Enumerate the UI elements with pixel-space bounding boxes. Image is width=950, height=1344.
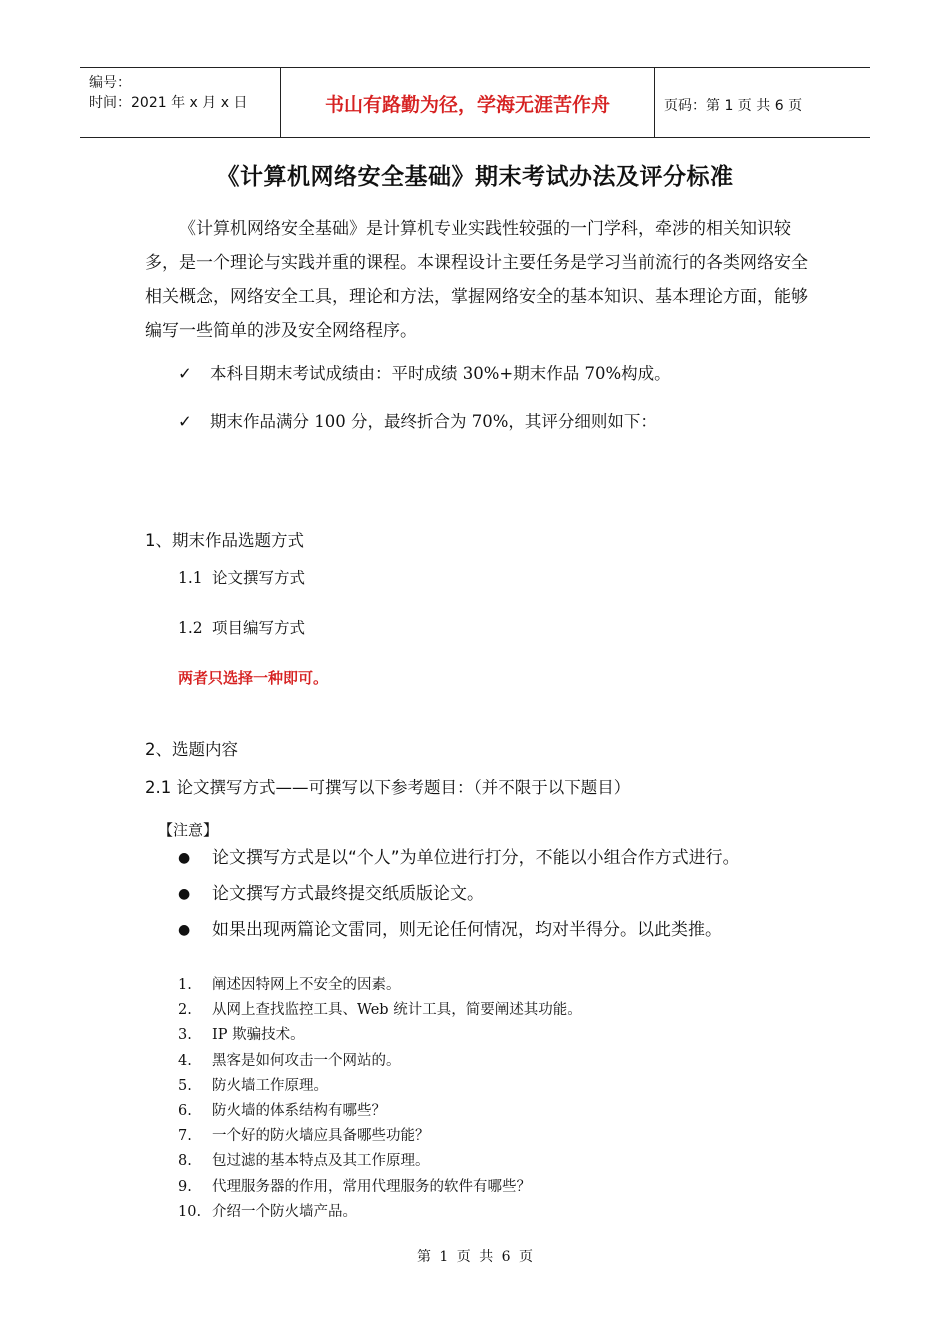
topic-list xyxy=(178,973,582,1225)
header-info-cell xyxy=(80,68,281,137)
document-title: 《计算机网络安全基础》期末考试办法及评分标准 xyxy=(216,164,734,190)
document-number-label: 编号： xyxy=(89,75,131,91)
list-item: 10. 介绍一个防火墙产品。 xyxy=(178,1203,357,1220)
note-bullet: ● 如果出现两篇论文雷同，则无论任何情况，均对半得分。以此类推。 xyxy=(178,920,722,940)
note-bullet: ● 论文撰写方式最终提交纸质版论文。 xyxy=(178,884,484,904)
check-item xyxy=(178,408,657,432)
section-1-item: 1.2 项目编写方式 xyxy=(178,619,306,637)
header-page-cell xyxy=(655,68,870,137)
bullet-icon: ● xyxy=(178,886,191,902)
bullet-icon: ● xyxy=(178,922,191,938)
check-text: 本科目期末考试成绩由：平时成绩 30%+期末作品 70%构成。 xyxy=(210,364,671,383)
checkmark-icon: ✓ xyxy=(178,412,192,431)
list-item: 5. 防火墙工作原理。 xyxy=(178,1077,328,1094)
check-text: 期末作品满分 100 分，最终折合为 70%，其评分细则如下： xyxy=(210,412,657,431)
list-item: 3. IP 欺骗技术。 xyxy=(178,1027,305,1044)
section-1-note: 两者只选择一种即可。 xyxy=(178,669,329,687)
document-header xyxy=(80,67,870,138)
page-footer: 第 1 页 共 6 页 xyxy=(416,1249,534,1265)
list-item: 7. 一个好的防火墙应具备哪些功能？ xyxy=(178,1128,430,1145)
check-item xyxy=(178,360,671,384)
bullet-icon: ● xyxy=(178,850,191,866)
header-motto: 书山有路勤为径，学海无涯苦作舟 xyxy=(324,94,610,116)
list-item: 2. 从网上查找监控工具、Web 统计工具，简要阐述其功能。 xyxy=(178,1002,582,1019)
list-item: 8. 包过滤的基本特点及其工作原理。 xyxy=(178,1153,430,1170)
note-bullet: ● 论文撰写方式是以“个人”为单位进行打分，不能以小组合作方式进行。 xyxy=(178,848,740,868)
header-motto-cell xyxy=(281,68,655,137)
section-1-heading: 1、期末作品选题方式 xyxy=(145,531,304,550)
list-item: 9. 代理服务器的作用，常用代理服务的软件有哪些？ xyxy=(178,1178,531,1195)
list-item: 6. 防火墙的体系结构有哪些？ xyxy=(178,1102,386,1119)
section-2-1-heading: 2.1 论文撰写方式——可撰写以下参考题目：（并不限于以下题目） xyxy=(145,778,631,797)
note-label: 【注意】 xyxy=(158,821,219,839)
header-page-code: 页码：第 1 页 共 6 页 xyxy=(664,98,803,114)
document-date: 时间：2021 年 x 月 x 日 xyxy=(89,95,248,111)
section-2-heading: 2、选题内容 xyxy=(145,740,238,759)
intro-paragraph xyxy=(145,212,815,348)
intro-text: 《计算机网络安全基础》是计算机专业实践性较强的一门学科，牵涉的相关知识较多，是一个理论与实践并重的课程。本课程设计主要任务是学习当前流行的各类网络安全相关概念，网络安全工具，理论和方法，掌握网络安全的基本知识、基本理论方面，能够编写一些简单的涉及安全网络程序。 xyxy=(145,219,808,341)
list-item: 4. 黑客是如何攻击一个网站的。 xyxy=(178,1052,401,1069)
section-1-item: 1.1 论文撰写方式 xyxy=(178,569,306,587)
checkmark-icon: ✓ xyxy=(178,364,192,383)
list-item: 1. 阐述因特网上不安全的因素。 xyxy=(178,977,401,993)
